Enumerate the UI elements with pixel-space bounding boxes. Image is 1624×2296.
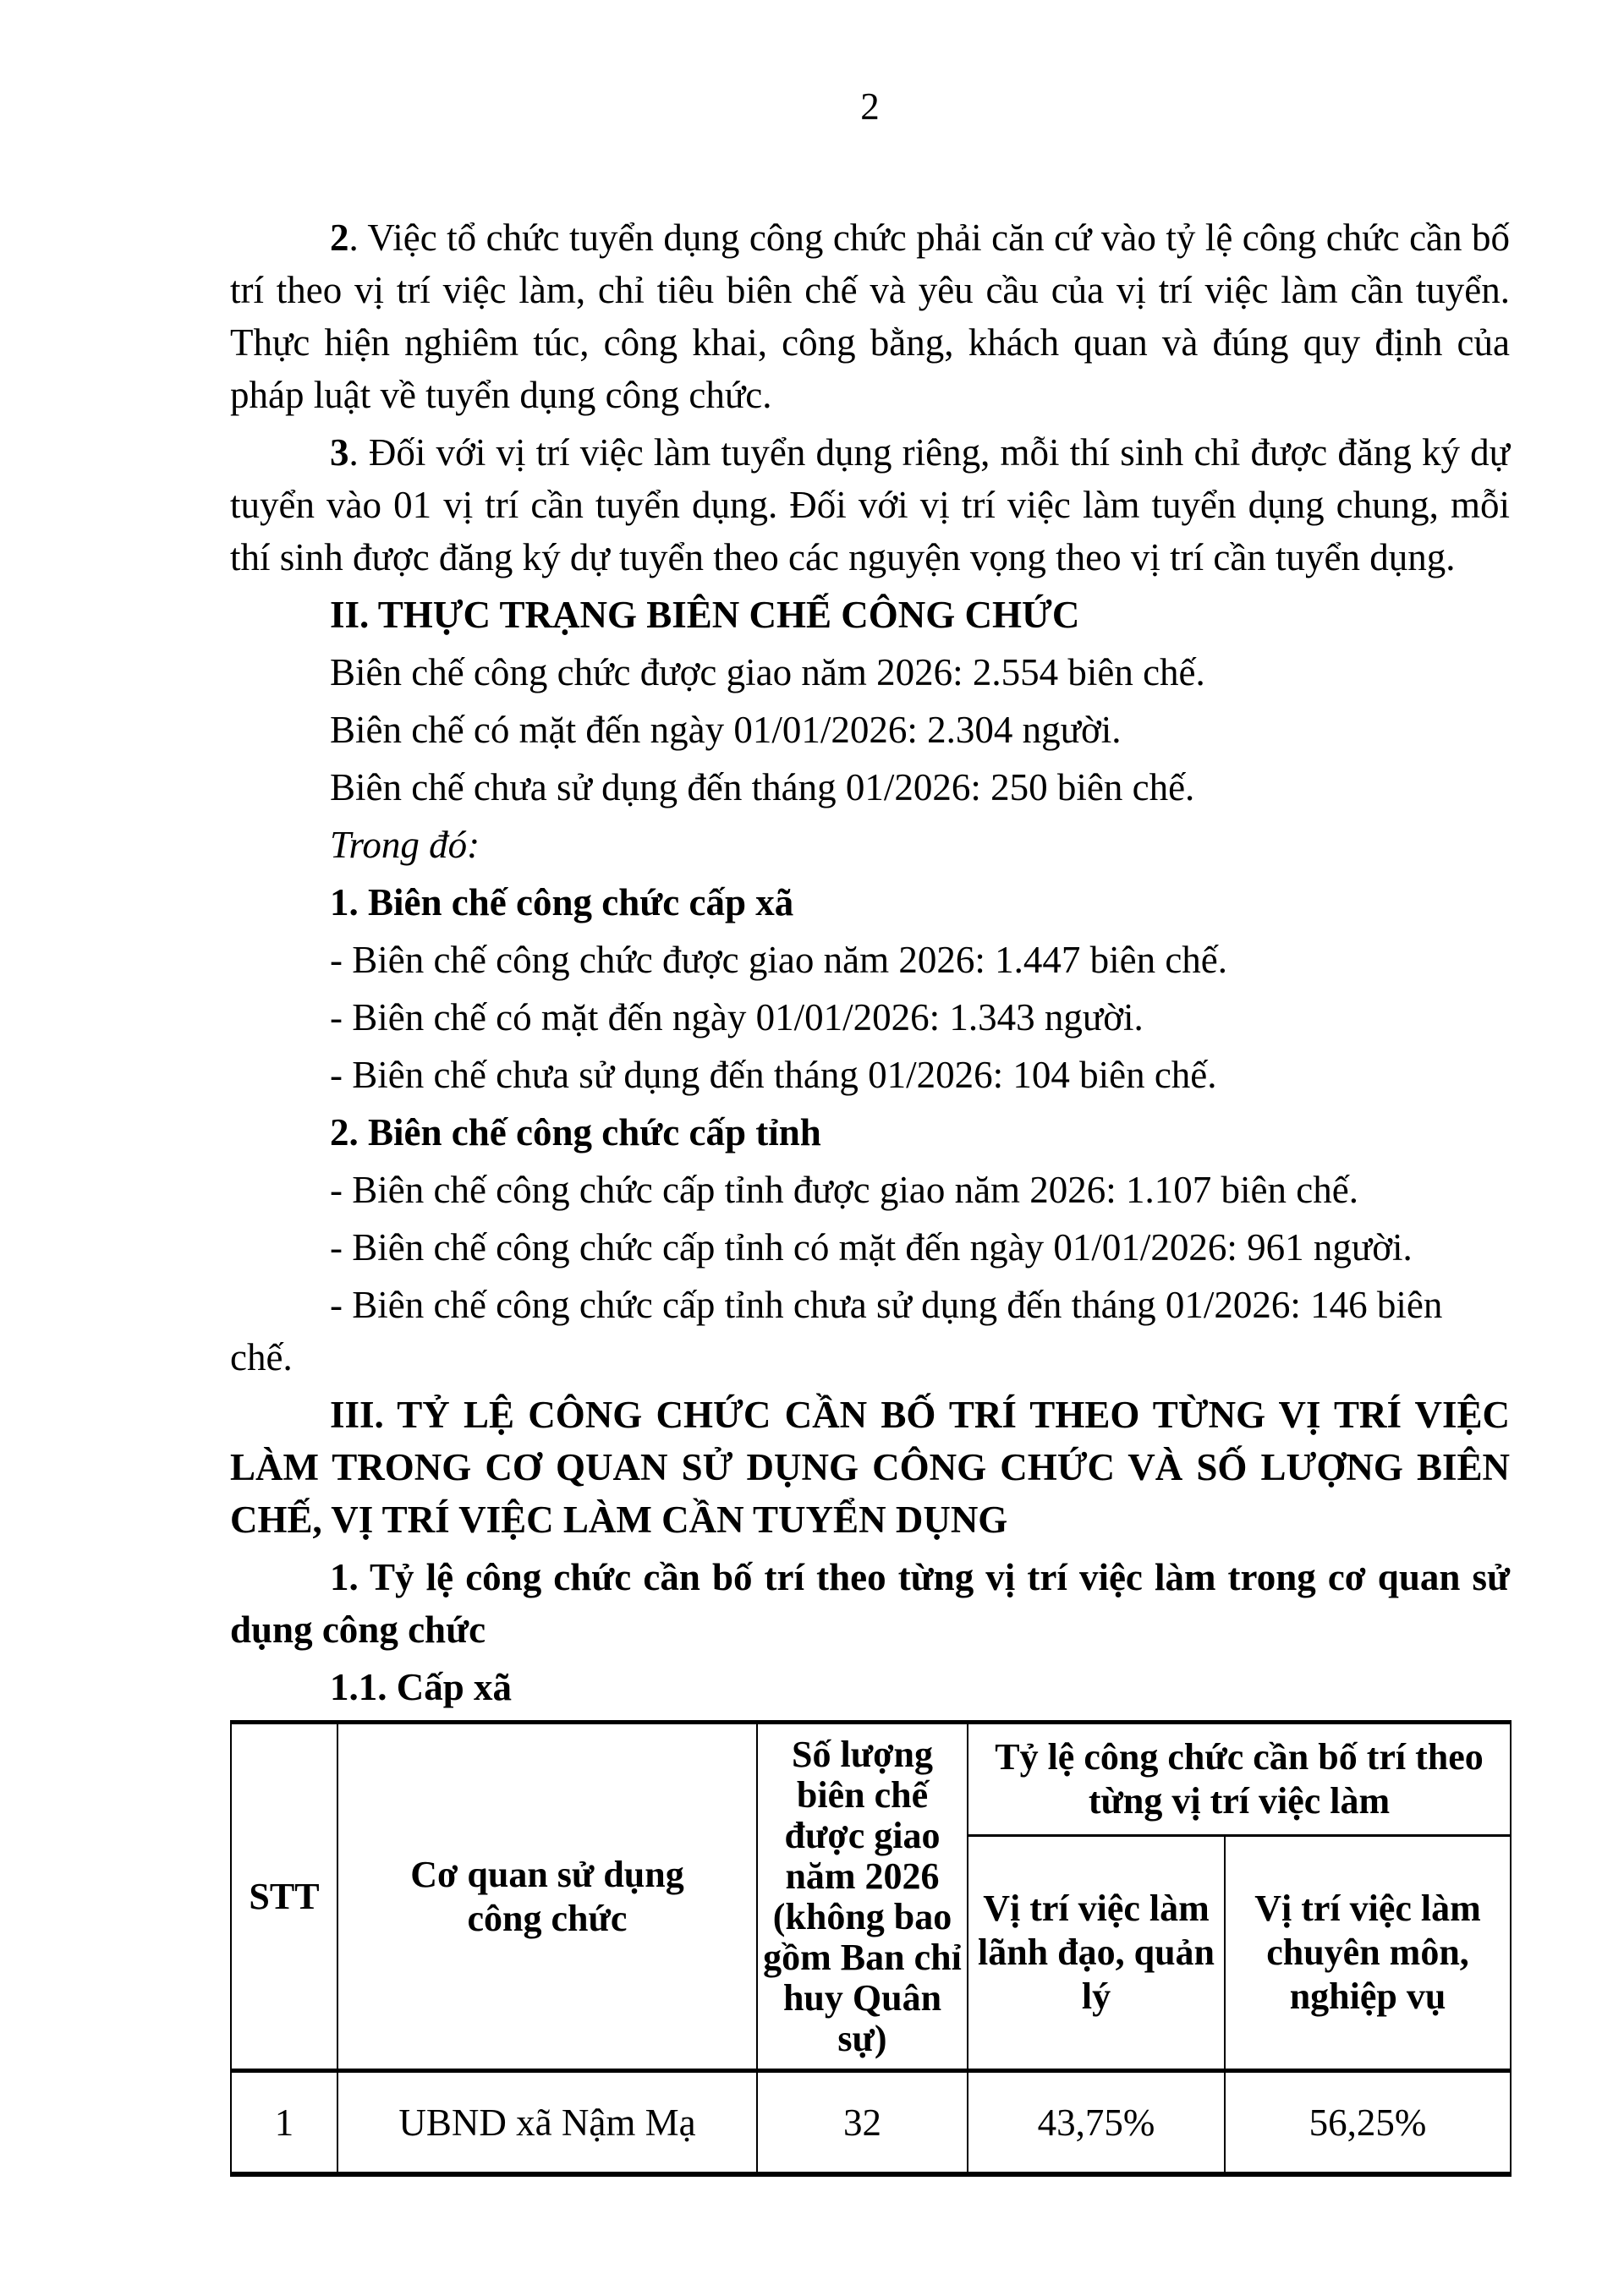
header-ratio-leader: Vị trí việc làm lãnh đạo, quản lý <box>968 1836 1225 2071</box>
paragraph-3-number: 3 <box>330 431 349 474</box>
stat-line: Biên chế có mặt đến ngày 01/01/2026: 2.304 người. <box>330 709 1122 751</box>
cell-stt: 1 <box>231 2071 337 2175</box>
stat-line: Biên chế công chức được giao năm 2026: 2.554 biên chế. <box>330 651 1205 693</box>
cell-ratio-leader: 43,75% <box>968 2071 1225 2175</box>
heading-1-1: 1.1. Cấp xã <box>330 1666 513 1708</box>
header-agency <box>337 1723 757 2071</box>
heading-commune: 1. Biên chế công chức cấp xã <box>330 881 794 923</box>
stat-line: Biên chế chưa sử dụng đến tháng 01/2026: 250 biên chế. <box>330 766 1195 808</box>
paragraph-3-text: . Đối với vị trí việc làm tuyển dụng riêng, mỗi thí sinh chỉ được đăng ký dự tuyển vào 01 vị trí cần tuyển dụng. Đối với vị trí việc làm tuyển dụng chung, mỗi thí sinh được đăng ký dự tuyển theo các nguyện vọng theo vị trí cần tuyển dụng. <box>230 431 1510 578</box>
page-number: 2 <box>860 85 880 128</box>
paragraph-3 <box>230 426 1510 584</box>
table-body <box>231 2071 1511 2175</box>
header-quota: Số lượng biên chế được giao năm 2026 (không bao gồm Ban chỉ huy Quân sự) <box>757 1723 968 2071</box>
stat-line: - Biên chế chưa sử dụng đến tháng 01/2026: 104 biên chế. <box>330 1054 1217 1096</box>
document-content <box>230 211 1510 2177</box>
trong-do-label: Trong đó: <box>330 824 480 866</box>
heading-province: 2. Biên chế công chức cấp tỉnh <box>330 1111 821 1153</box>
header-stt: STT <box>231 1723 337 2071</box>
stat-line: - Biên chế công chức cấp tỉnh có mặt đến ngày 01/01/2026: 961 người. <box>330 1226 1413 1269</box>
stat-line: - Biên chế công chức cấp tỉnh chưa sử dụng đến tháng 01/2026: 146 biên chế. <box>230 1284 1443 1378</box>
stat-line: - Biên chế công chức được giao năm 2026: 1.447 biên chế. <box>330 939 1228 981</box>
table-row <box>231 2071 1511 2175</box>
stat-line: - Biên chế công chức cấp tỉnh được giao năm 2026: 1.107 biên chế. <box>330 1169 1358 1211</box>
paragraph-2-number: 2 <box>330 216 349 259</box>
cell-agency: UBND xã Nậm Mạ <box>337 2071 757 2175</box>
header-ratio-specialist: Vị trí việc làm chuyên môn, nghiệp vụ <box>1225 1836 1511 2071</box>
header-ratio-group: Tỷ lệ công chức cần bố trí theo từng vị trí việc làm <box>968 1723 1511 1836</box>
commune-ratio-table-wrapper <box>230 1720 1510 2177</box>
table-header <box>231 1723 1511 2071</box>
heading-section-iii: III. TỶ LỆ CÔNG CHỨC CẦN BỐ TRÍ THEO TỪNG VỊ TRÍ VIỆC LÀM TRONG CƠ QUAN SỬ DỤNG CÔNG CHỨC VÀ SỐ LƯỢNG BIÊN CHẾ, VỊ TRÍ VIỆC LÀM CẦN TUYỂN DỤNG <box>230 1394 1510 1541</box>
table-header-row-1 <box>231 1723 1511 1836</box>
cell-quota: 32 <box>757 2071 968 2175</box>
header-agency-label: Cơ quan sử dụng công chức <box>410 1853 684 1939</box>
heading-section-ii: II. THỰC TRẠNG BIÊN CHẾ CÔNG CHỨC <box>330 594 1080 636</box>
cell-ratio-specialist: 56,25% <box>1225 2071 1511 2175</box>
stat-line: - Biên chế có mặt đến ngày 01/01/2026: 1.343 người. <box>330 996 1144 1038</box>
paragraph-2 <box>230 211 1510 421</box>
heading-ratio: 1. Tỷ lệ công chức cần bố trí theo từng vị trí việc làm trong cơ quan sử dụng công chức <box>230 1556 1510 1651</box>
commune-ratio-table <box>230 1720 1512 2177</box>
paragraph-2-text: . Việc tổ chức tuyển dụng công chức phải căn cứ vào tỷ lệ công chức cần bố trí theo vị trí việc làm, chỉ tiêu biên chế và yêu cầu của vị trí việc làm cần tuyển. Thực hiện nghiêm túc, công khai, công bằng, khách quan và đúng quy định của pháp luật về tuyển dụng công chức. <box>230 216 1510 416</box>
